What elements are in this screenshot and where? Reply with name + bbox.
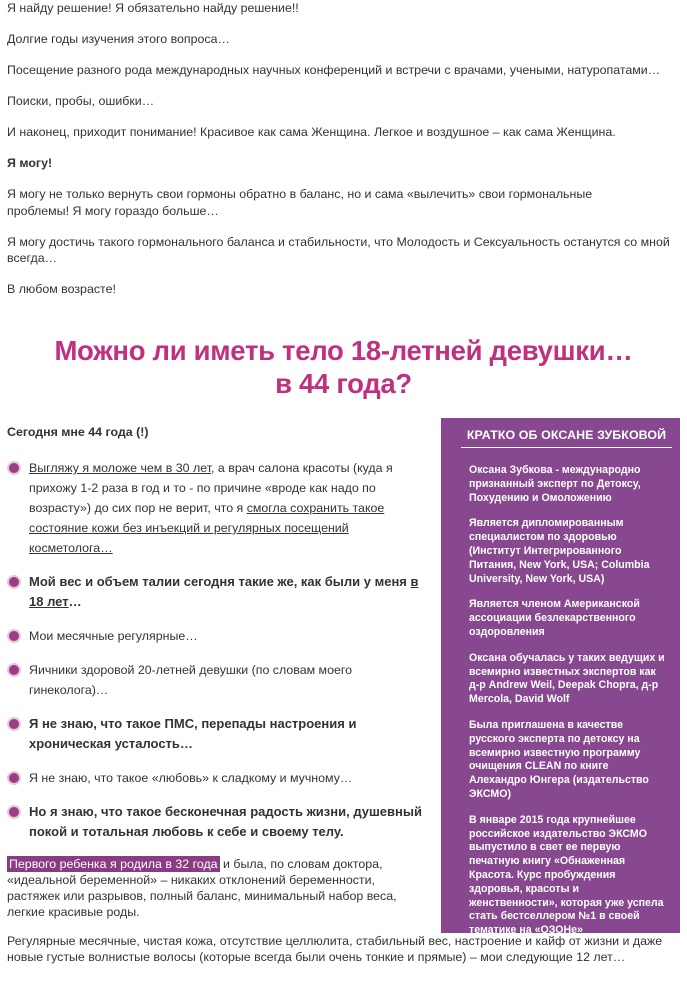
fact-text: Мой вес и объем талии сегодня такие же, как были у меня [29,574,411,589]
list-item [7,768,427,788]
fact-underlined: в 18 лет [29,574,419,609]
sidebar-item: Является дипломированным специалистом по здоровью (Институт Интегрированного Питания, New York, USA; Columbia University, New York, USA) [469,517,650,585]
list-item [7,714,427,754]
birth-paragraph [7,856,427,920]
fact-text: Я не знаю, что такое «любовь» к сладкому и мучному… [29,771,353,785]
age-statement: Сегодня мне 44 года (!) [7,425,149,439]
page-headline [0,334,687,400]
fact-underlined: смогла сохранить такое состояние кожи без инъекций и регулярных посещений косметолога… [29,501,385,555]
bullet-icon [9,631,19,641]
sidebar-item: Была приглашена в качестве русского эксперта по детоксу на всемирно известную программу очищения CLEAN по книге Алехандро Юнгера (издательство ЭКСМО) [469,718,649,800]
bullet-icon [9,719,19,729]
fact-text: , а врач салона красоты (куда я прихожу 1-2 раза в год и то - по причине «вроде как надо по возрасту») до сих пор не верит, что я [29,461,393,515]
sidebar-item: В январе 2015 года крупнейшее российское издательство ЭКСМО выпустило в свет ее первую печатную книгу «Обнаженная Красота. Курс пробуждения здоровья, красоты и женственности», которая уже успела стать бестселлером №1 в своей тематике на «ОЗОНе» [469,813,664,937]
fact-underlined: Выгляжу я моложе чем в 30 лет [29,461,212,475]
fact-text: Яичники здоровой 20-летней девушки (по словам моего гинеколога)… [29,663,352,697]
intro-paragraph: Поиски, пробы, ошибки… [7,94,155,108]
intro-section [7,0,683,312]
intro-paragraph: В любом возрасте! [7,282,116,296]
list-item [7,660,427,700]
birth-highlight: Первого ребенка я родила в 32 года [9,857,218,871]
fact-text: Я не знаю, что такое ПМС, перепады настроения и хроническая усталость… [29,716,357,751]
intro-paragraph: Я могу не только вернуть свои гормоны обратно в баланс, но и сама «вылечить» свои гормональные проблемы! Я могу гораздо больше… [7,187,593,218]
headline-line-2: в 44 года? [275,368,412,399]
birth-text: и была, по словам доктора, «идеальной беременной» – никаких отклонений беременности, растяжек или разрывов, полный баланс, минимальный набор веса, легкие красивые роды. [7,857,397,919]
bullet-icon [9,807,19,817]
bullet-icon [9,577,19,587]
list-item [7,572,427,612]
regular-paragraph: Регулярные месячные, чистая кожа, отсутствие целлюлита, стабильный вес, настроение и кайф от жизни и даже новые густые волнистые волосы (которые всегда были очень тонкие и прямые) – мои следующие 12 лет… [7,934,663,964]
sidebar-item: Оксана Зубкова - международно признанный эксперт по Детоксу, Похудению и Омоложению [469,464,641,504]
intro-paragraph: Посещение разного рода международных научных конференций и встречи с врачами, учеными, натуропатами… [7,63,661,77]
about-sidebar [441,418,680,937]
intro-paragraph-bold: Я могу! [7,156,53,170]
fact-text: Но я знаю, что такое бесконечная радость жизни, душевный покой и тотальная любовь к себе и своему телу. [29,804,422,839]
headline-line-1: Можно ли иметь тело 18-летней девушки… [54,335,633,366]
list-item [7,626,427,646]
intro-paragraph: Я найду решение! Я обязательно найду решение!! [7,1,299,15]
list-item [7,802,427,842]
facts-list [7,458,427,842]
fact-text: … [68,594,82,609]
bullet-icon [9,463,19,473]
bullet-icon [9,773,19,783]
intro-paragraph: Я могу достичь такого гормонального баланса и стабильности, что Молодость и Сексуальность останутся со мной всегда… [7,234,670,265]
sidebar-item: Оксана обучалась у таких ведущих и всемирно известных экспертов как д-р Andrew Weil, Deepak Chopra, д-р Mercola, David Wolf [469,651,665,706]
intro-paragraph: И наконец, приходит понимание! Красивое как сама Женщина. Легкое и воздушное – как сама Женщина. [7,125,616,139]
sidebar-item: Является членом Американской ассоциации безлекарственного оздоровления [469,598,640,638]
fact-text: Мои месячные регулярные… [29,629,198,643]
bullet-icon [9,665,19,675]
sidebar-items [469,464,668,938]
list-item [7,458,427,558]
intro-paragraph: Долгие годы изучения этого вопроса… [7,32,230,46]
sidebar-title: КРАТКО ОБ ОКСАНЕ ЗУБКОВОЙ [461,428,672,448]
